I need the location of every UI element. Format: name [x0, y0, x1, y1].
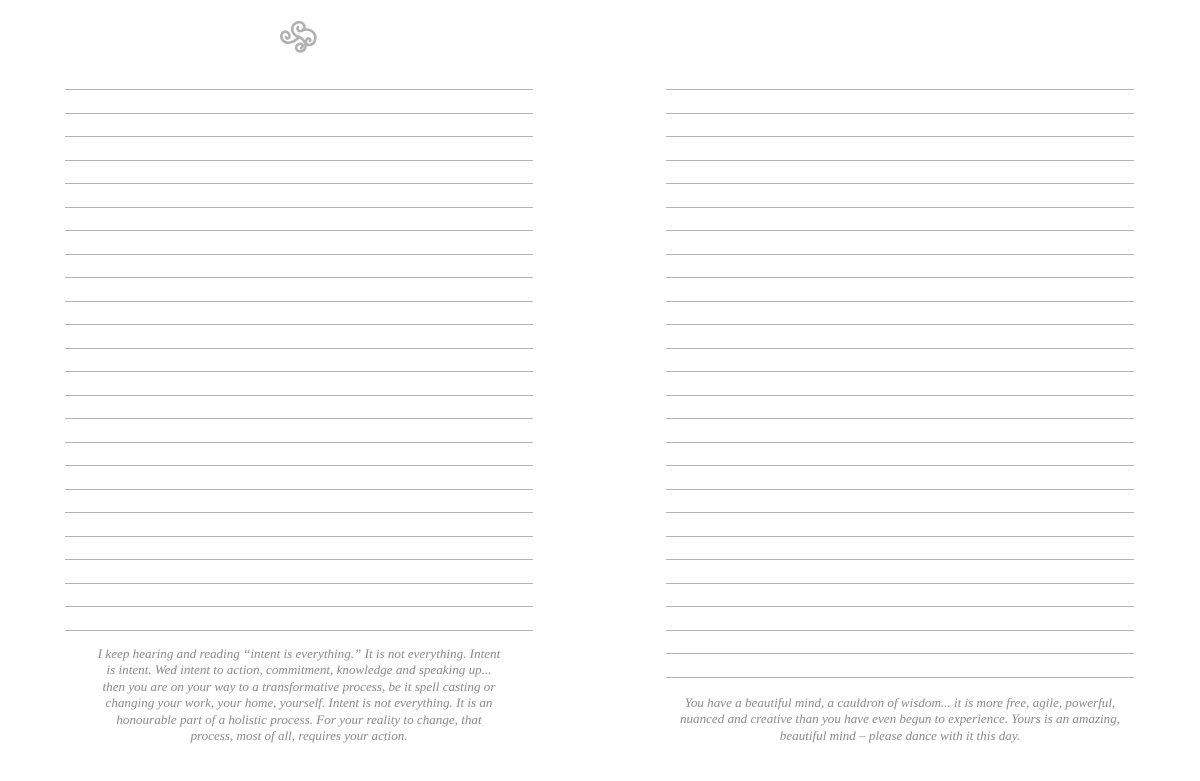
writing-line [666, 207, 1134, 231]
writing-line [666, 442, 1134, 466]
writing-line [666, 559, 1134, 583]
writing-line [65, 395, 533, 419]
left-page-quote: I keep hearing and reading “intent is everything.” It is not everything. Intent is intent. Wed intent to action, commitment, knowledge and speaking up... then you are on your way to a transformative process, be it spell casting or changing your work, your home, yourself. Intent is not everything. It is an honourable part of a holistic process. For your reality to change, that process, most of all, requires your action. [97, 646, 501, 744]
writing-line [65, 512, 533, 536]
writing-line [65, 89, 533, 113]
writing-line [65, 324, 533, 348]
writing-line [666, 89, 1134, 113]
writing-line [666, 230, 1134, 254]
writing-line [666, 630, 1134, 654]
writing-line [666, 183, 1134, 207]
writing-line [65, 230, 533, 254]
writing-line [666, 606, 1134, 630]
writing-line [65, 442, 533, 466]
writing-line [666, 136, 1134, 160]
writing-line [65, 207, 533, 231]
left-page [65, 0, 533, 781]
writing-line [666, 395, 1134, 419]
writing-line [65, 536, 533, 560]
writing-line [666, 324, 1134, 348]
writing-line [65, 160, 533, 184]
writing-line [65, 348, 533, 372]
writing-lines [65, 89, 533, 653]
writing-line [666, 160, 1134, 184]
writing-line [666, 301, 1134, 325]
right-page [666, 0, 1134, 781]
writing-line [666, 348, 1134, 372]
writing-line [666, 113, 1134, 137]
writing-line [65, 559, 533, 583]
triskele-icon [277, 16, 321, 56]
writing-line [666, 371, 1134, 395]
writing-line [65, 277, 533, 301]
writing-line [666, 489, 1134, 513]
writing-line [65, 254, 533, 278]
writing-lines [666, 89, 1134, 700]
writing-line [65, 113, 533, 137]
writing-line [65, 136, 533, 160]
writing-line [666, 254, 1134, 278]
writing-line [666, 536, 1134, 560]
writing-line [666, 653, 1134, 677]
writing-line [65, 418, 533, 442]
writing-line [65, 489, 533, 513]
writing-line [666, 277, 1134, 301]
writing-line [666, 418, 1134, 442]
writing-line [65, 183, 533, 207]
writing-line [666, 512, 1134, 536]
writing-line [65, 583, 533, 607]
writing-line [666, 465, 1134, 489]
writing-line [65, 371, 533, 395]
right-page-quote: You have a beautiful mind, a cauldron of wisdom... it is more free, agile, powerful, nuanced and creative than you have even begun to experience. Yours is an amazing, beautiful mind – please dance with it this day. [679, 695, 1121, 743]
writing-line [65, 606, 533, 630]
writing-line [65, 465, 533, 489]
writing-line [666, 583, 1134, 607]
writing-line [65, 301, 533, 325]
